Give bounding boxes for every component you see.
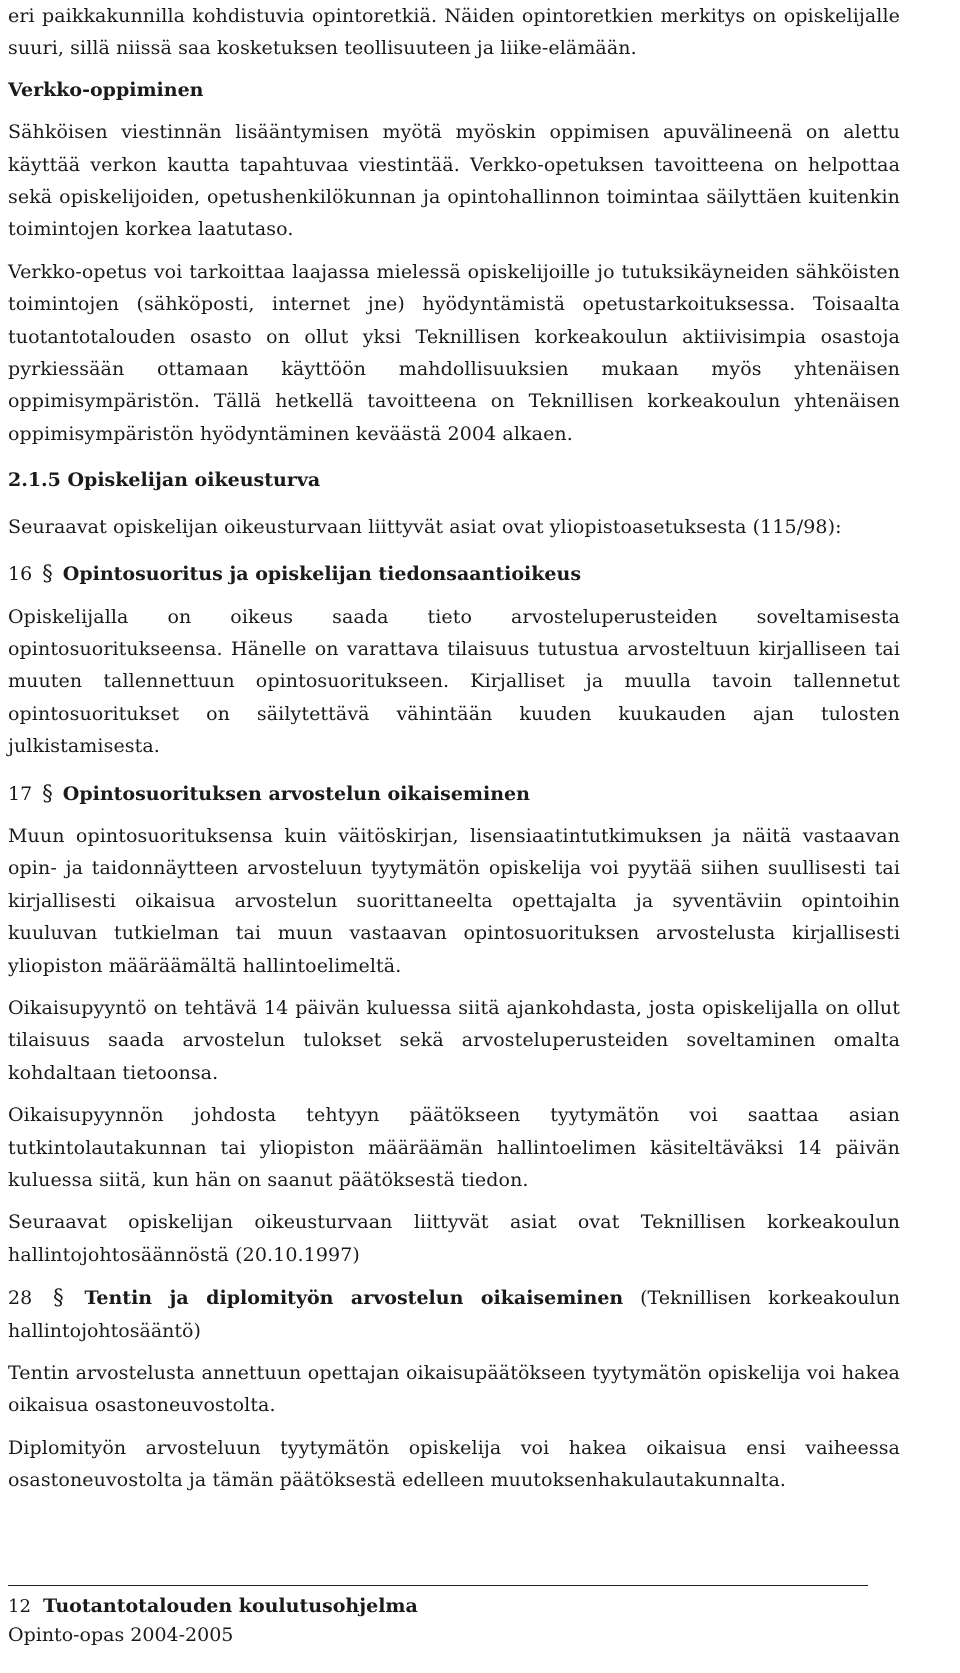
program-name: Tuotantotalouden koulutusohjelma: [42, 1595, 418, 1617]
section-17-title: Opintosuorituksen arvostelun oikaiseminen: [62, 782, 530, 805]
section-16-heading: [8, 557, 900, 590]
section-17-number: 17: [8, 782, 33, 805]
section-28-heading: [8, 1281, 900, 1347]
section-28-paragraph-2: Diplomityön arvosteluun tyytymätön opiskelija voi hakea oikaisua ensi vaiheessa osastoneuvostolta ja tämän päätöksestä edelleen muutoksenhakulautakunnalta.: [8, 1436, 900, 1492]
section-16-title: Opintosuoritus ja opiskelijan tiedonsaantioikeus: [62, 563, 582, 586]
section-17-paragraph-2: Oikaisupyyntö on tehtävä 14 päivän kuluessa siitä ajankohdasta, josta opiskelijalla on ollut tilaisuus saada arvostelun tulokset sekä arvosteluperusteiden soveltaminen omalta kohdaltaan tietoonsa.: [8, 996, 900, 1084]
oikeusturva-intro-2: Seuraavat opiskelijan oikeusturvaan liittyvät asiat ovat Teknillisen korkeakoulun hallintojohtosäännöstä (20.10.1997): [8, 1211, 900, 1266]
section-16-paragraph: Opiskelijalla on oikeus saada tieto arvosteluperusteiden soveltamisesta opintosuoritukseensa. Hänelle on varattava tilaisuus tutustua arvosteltuun kirjalliseen tai muuten tallennettuun opintosuoritukseen. Kirjalliset ja muulla tavoin tallennetut opintosuoritukset on säilytettävä vähintään kuuden kuukauden ajan tulosten julkistamisesta.: [8, 605, 900, 758]
footer-program-line: [8, 1592, 888, 1621]
section-17-paragraph-3: Oikaisupyynnön johdosta tehtyyn päätökseen tyytymätön voi saattaa asian tutkintolautakunnan tai yliopiston määräämän hallintoelimen käsiteltäväksi 14 päivän kuluessa siitä, kun hän on saanut päätöksestä tiedon.: [8, 1104, 900, 1191]
verkko-oppiminen-heading: Verkko-oppiminen: [8, 78, 204, 101]
section-28-number: 28: [8, 1287, 33, 1310]
page-number: 12: [8, 1596, 31, 1617]
footer-divider: [8, 1585, 868, 1586]
section-28-title: Tentin ja diplomityön arvostelun oikaiseminen: [84, 1287, 624, 1310]
section-17-paragraph-1: Muun opintosuorituksensa kuin väitöskirjan, lisensiaatintutkimuksen ja näitä vastaavan opin- ja taidonnäytteen arvosteluun tyytymätön opiskelija voi pyytää siihen suullisesti tai kirjallisesti oikaisua arvostelun suorittaneelta opettajalta ja syventäviin opintoihin kuuluvan tutkielman tai muun vastaavan opintosuorituksen arvostelusta kirjallisesti yliopiston määräämältä hallintoelimeltä.: [8, 824, 900, 977]
verkko-paragraph-2: Verkko-opetus voi tarkoittaa laajassa mielessä opiskelijoille jo tutuksikäyneiden sähköisten toimintojen (sähköposti, internet jne) hyödyntämistä opetustarkoituksessa. Toisaalta tuotantotalouden osasto on ollut yksi Teknillisen korkeakoulun aktiivisimpia osastoja pyrkiessään ottamaan käyttöön mahdollisuuksien mukaan myös yhtenäisen oppimisympäristön. Tällä hetkellä tavoitteena on Teknillisen korkeakoulun yhtenäisen oppimisympäristön hyödyntäminen keväästä 2004 alkaen.: [8, 260, 900, 445]
section-28-mark: §: [53, 1285, 64, 1310]
section-28-paragraph-1: Tentin arvostelusta annettuun opettajan oikaisupäätökseen tyytymätön opiskelija voi hakea oikaisua osastoneuvostolta.: [8, 1362, 900, 1417]
section-17-mark: §: [42, 780, 53, 805]
document-page: [8, 0, 900, 1497]
guide-name: Opinto-opas 2004-2005: [8, 1624, 234, 1646]
verkko-paragraph-1: Sähköisen viestinnän lisääntymisen myötä myöskin oppimisen apuvälineenä on alettu käyttää verkon kautta tapahtuvaa viestintää. Verkko-opetuksen tavoitteena on helpottaa sekä opiskelijoiden, opetushenkilökunnan ja opintohallinnon toimintaa säilyttäen kuitenkin toimintojen korkea laatutaso.: [8, 121, 900, 241]
oikeusturva-heading: 2.1.5 Opiskelijan oikeusturva: [8, 469, 321, 492]
section-28-source: (Teknillisen korkeakoulun hallintojohtosääntö): [8, 1287, 900, 1342]
section-16-number: 16: [8, 563, 33, 586]
section-17-heading: [8, 777, 900, 810]
section-16-mark: §: [42, 561, 53, 586]
page-footer: [8, 1585, 888, 1649]
oikeusturva-intro: Seuraavat opiskelijan oikeusturvaan liittyvät asiat ovat yliopistoasetuksesta (115/98):: [8, 515, 842, 538]
intro-paragraph: eri paikkakunnilla kohdistuvia opintoretkiä. Näiden opintoretkien merkitys on opiskelijalle suuri, sillä niissä saa kosketuksen teollisuuteen ja liike-elämään.: [8, 5, 900, 60]
